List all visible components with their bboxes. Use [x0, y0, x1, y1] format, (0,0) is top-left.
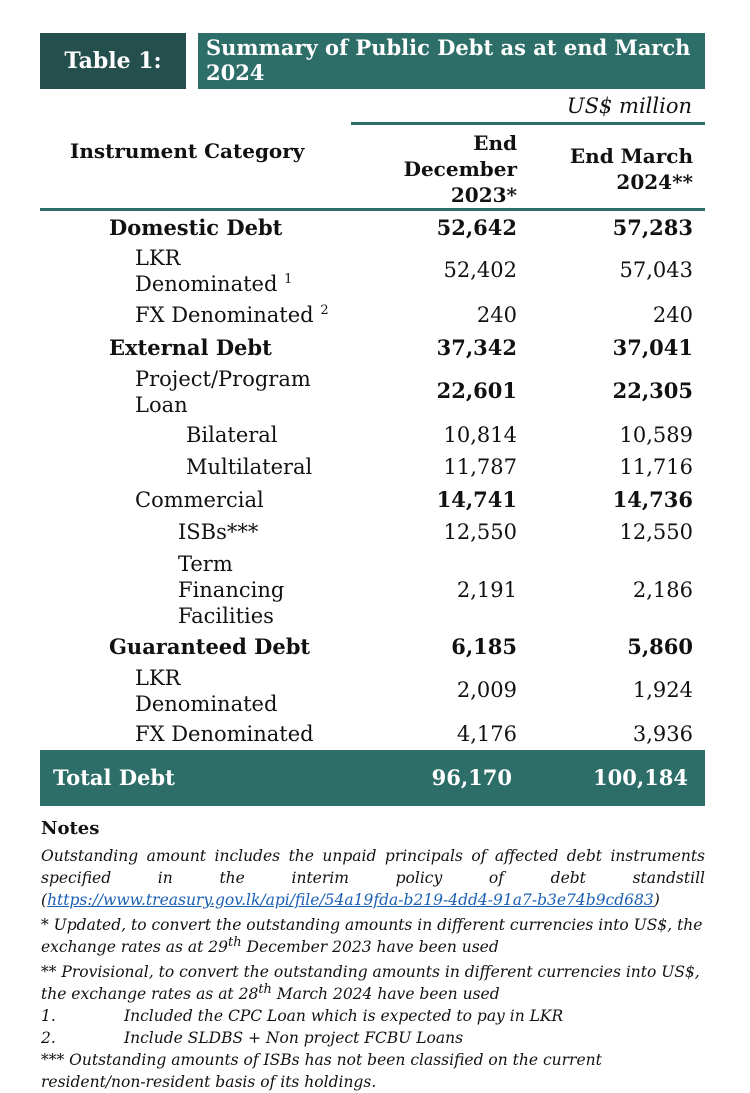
row-value-mar-2024: 3,936 [632, 722, 693, 746]
row-value-mar-2024: 22,305 [612, 378, 693, 403]
row-value-mar-2024: 14,736 [612, 487, 693, 512]
row-value-dec-2023: 2,191 [456, 578, 517, 602]
footnote-text: Include SLDBS + Non project FCBU Loans [124, 1029, 464, 1047]
row-label-text: LKR Denominated [135, 246, 278, 296]
header-rule-top [351, 122, 705, 125]
row-label: Term Financing Facilities [178, 552, 285, 628]
notes-body [41, 845, 705, 1093]
row-value-dec-2023: 240 [476, 303, 517, 327]
ordinal-suffix: th [228, 934, 242, 950]
row-label: Project/Program Loan [135, 367, 311, 417]
row-value-dec-2023: 14,741 [436, 487, 517, 512]
notes-heading: Notes [41, 818, 100, 839]
row-label: Bilateral [186, 423, 278, 447]
note-link-line [41, 889, 705, 911]
total-row [40, 750, 705, 806]
note-standstill: Outstanding amount includes the unpaid principals of affected debt instruments specified in the interim policy of debt standstill [41, 847, 705, 887]
row-value-mar-2024: 12,550 [619, 520, 693, 544]
row-value-dec-2023: 4,176 [456, 722, 517, 746]
row-value-dec-2023: 11,787 [443, 455, 517, 479]
row-value-dec-2023: 52,642 [436, 215, 517, 240]
total-value-dec-2023: 96,170 [431, 765, 512, 790]
unit-label: US$ million [566, 94, 692, 118]
row-value-mar-2024: 10,589 [619, 423, 693, 447]
treasury-link[interactable]: https://www.treasury.gov.lk/api/file/54a19fda-b219-4dd4-91a7-b3e74b9cd683 [47, 891, 654, 909]
footnote-2 [41, 1027, 705, 1049]
footnote-marker: 1 [284, 272, 293, 287]
row-value-mar-2024: 11,716 [619, 455, 693, 479]
row-label [135, 245, 315, 297]
row-value-dec-2023: 22,601 [436, 378, 517, 403]
note-updated [41, 914, 705, 958]
row-value-mar-2024: 1,924 [632, 678, 693, 702]
row-label: External Debt [109, 335, 272, 360]
row-label: LKR Denominated [135, 666, 278, 716]
footnote-1 [41, 1005, 705, 1027]
row-value-dec-2023: 10,814 [443, 423, 517, 447]
row-label: Guaranteed Debt [109, 634, 311, 659]
row-value-dec-2023: 52,402 [443, 258, 517, 282]
row-label [135, 302, 329, 328]
row-value-mar-2024: 57,283 [612, 215, 693, 240]
row-label: Domestic Debt [109, 215, 283, 240]
row-value-mar-2024: 240 [652, 303, 693, 327]
footnote-number: 1. [41, 1007, 56, 1025]
footnote-number: 2. [41, 1029, 56, 1047]
row-value-dec-2023: 12,550 [443, 520, 517, 544]
row-value-dec-2023: 6,185 [451, 634, 517, 659]
table-title: Summary of Public Debt as at end March 2024 [198, 33, 705, 89]
row-value-mar-2024: 57,043 [619, 258, 693, 282]
row-label: Multilateral [186, 455, 313, 479]
paren-close: ) [653, 891, 660, 909]
column-header-mar-2024: End March 2024** [569, 144, 693, 194]
row-value-dec-2023: 2,009 [456, 678, 517, 702]
row-label: FX Denominated [135, 722, 314, 746]
note-updated-text-end: December 2023 have been used [241, 938, 499, 956]
row-value-mar-2024: 5,860 [627, 634, 693, 659]
row-label: ISBs*** [178, 520, 259, 544]
total-label: Total Debt [53, 765, 175, 790]
row-label-text: FX Denominated [135, 303, 314, 327]
row-label: Commercial [135, 488, 264, 512]
row-value-mar-2024: 2,186 [632, 578, 693, 602]
footnote-marker: 2 [320, 303, 329, 318]
note-provisional [41, 961, 705, 1005]
column-header-dec-2023: End December 2023* [403, 131, 517, 207]
footnote-text: Included the CPC Loan which is expected to pay in LKR [124, 1007, 564, 1025]
ordinal-suffix: th [258, 981, 272, 997]
column-header-category: Instrument Category [70, 139, 305, 163]
row-value-dec-2023: 37,342 [436, 335, 517, 360]
note-provisional-text-end: March 2024 have been used [271, 985, 500, 1003]
note-updated-text: * Updated, to convert the outstanding amounts in different currencies into US$, the exchange rates as at 29 [41, 916, 703, 956]
header-rule-bottom [40, 208, 705, 211]
note-provisional-text: ** Provisional, to convert the outstanding amounts in different currencies into US$, the exchange rates as at 28 [41, 963, 700, 1003]
note-isbs: *** Outstanding amounts of ISBs has not been classified on the current resident/non-resident basis of its holdings. [41, 1051, 602, 1091]
row-value-mar-2024: 37,041 [612, 335, 693, 360]
total-value-mar-2024: 100,184 [593, 765, 688, 790]
table-number: Table 1: [40, 33, 186, 89]
paren-open: ( [41, 891, 48, 909]
